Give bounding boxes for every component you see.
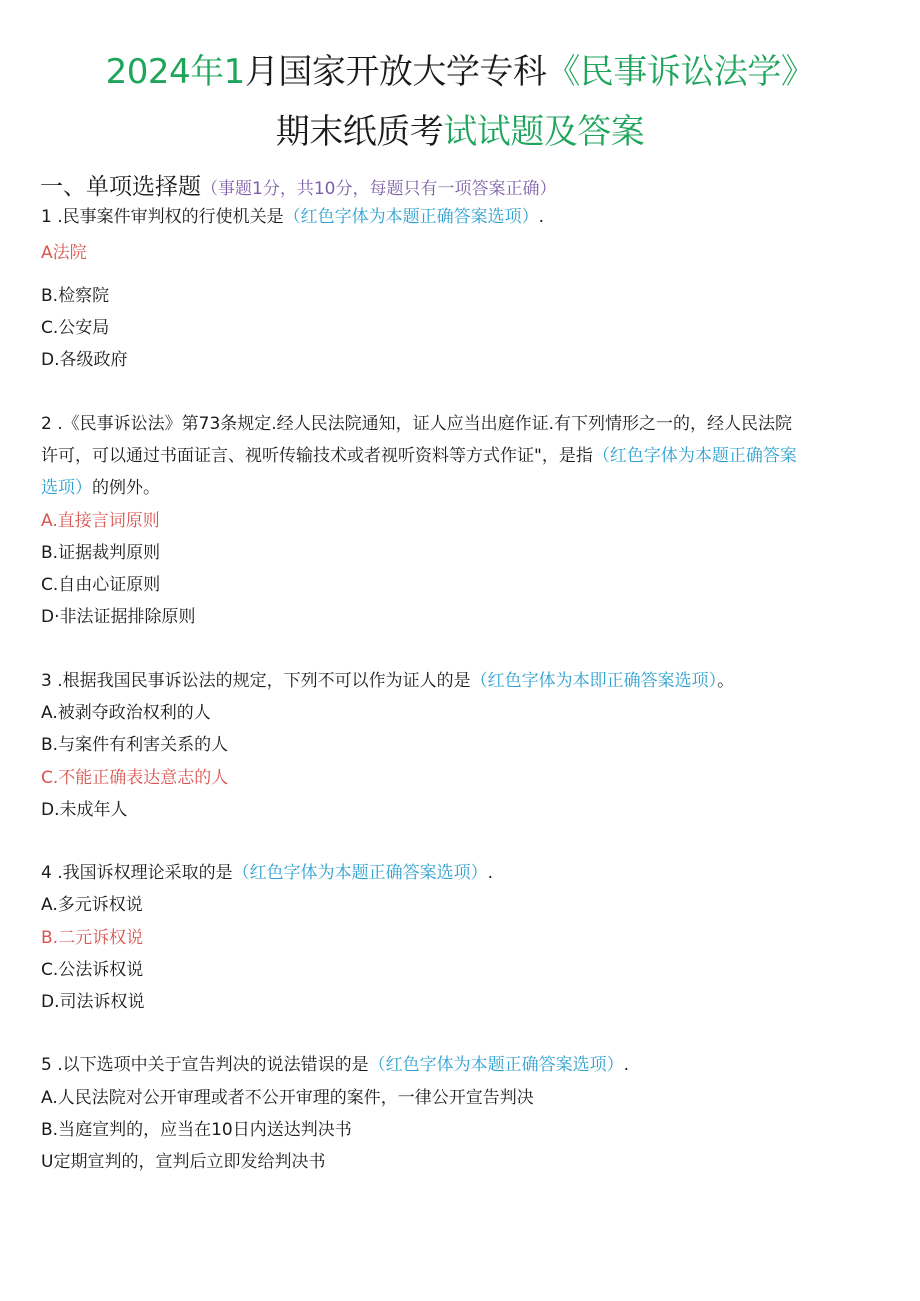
answer-hint: 选项） — [41, 478, 92, 498]
answer-hint: （红色字体为本题正确答案选项） — [232, 863, 488, 883]
question-1-option-d: D.各级政府 — [41, 350, 128, 370]
question-5-option-a: A.人民法院对公开审理或者不公开审理的案件，一律公开宣告判决 — [41, 1088, 534, 1108]
question-3-option-c: C.不能正确表达意志的人 — [41, 768, 229, 788]
title-course: 《民事诉讼法学》 — [546, 52, 815, 92]
section-heading — [40, 168, 556, 201]
question-3-stem: 3 .根据我国民事诉讼法的规定，下列不可以作为证人的是（红色字体为本即正确答案选项）。 — [41, 671, 735, 691]
question-2-option-c: C.自由心证原则 — [41, 575, 161, 595]
question-5-stem: 5 .以下选项中关于宣告判决的说法错误的是（红色字体为本题正确答案选项）. — [41, 1055, 630, 1075]
section-title: 一、单项选择题 — [40, 174, 201, 200]
question-2-option-a: A.直接言词原则 — [41, 511, 160, 531]
title-year: 2024年1 — [105, 52, 245, 92]
title-exam-type: 期末纸质考 — [275, 112, 444, 152]
answer-hint: （红色字体为本题正确答案 — [592, 446, 797, 466]
question-1-option-c: C.公安局 — [41, 318, 110, 338]
answer-hint: （红色字体为本即正确答案选项） — [470, 671, 718, 691]
question-2-stem-line-3: 选项）的例外。 — [41, 478, 160, 498]
question-4-option-d: D.司法诉权说 — [41, 992, 145, 1012]
question-3-option-a: A.被剥夺政治权利的人 — [41, 703, 211, 723]
title-institution: 月国家开放大学专科 — [244, 52, 547, 92]
question-1-option-a: A法院 — [41, 243, 87, 263]
question-4-option-b: B.二元诉权说 — [41, 928, 144, 948]
section-note: （事题1分，共10分，每题只有一项答案正确） — [201, 179, 557, 199]
document-title-line-2 — [0, 112, 920, 152]
question-1-option-b: B.检察院 — [41, 286, 110, 306]
question-1-stem: 1 .民事案件审判权的行使机关是（红色字体为本题正确答案选项）. — [41, 207, 545, 227]
question-2-option-b: B.证据裁判原则 — [41, 543, 161, 563]
question-4-option-a: A.多元诉权说 — [41, 895, 143, 915]
question-5-option-c: U定期宣判的，宣判后立即发给判决书 — [41, 1152, 326, 1172]
answer-hint: （红色字体为本题正确答案选项） — [283, 207, 539, 227]
question-3-option-b: B.与案件有利害关系的人 — [41, 735, 229, 755]
question-2-option-d: D·非法证据排除原则 — [41, 607, 196, 627]
question-2-stem-line-2: 许可，可以通过书面证言、视听传输技术或者视听资料等方式作证"，是指（红色字体为本题正确答案 — [41, 446, 797, 466]
question-2-stem-line-1: 2 .《民事诉讼法》第73条规定.经人民法院通知，证人应当出庭作证.有下列情形之一的，经人民法院 — [41, 414, 793, 434]
document-title-line-1 — [0, 52, 920, 92]
question-4-option-c: C.公法诉权说 — [41, 960, 144, 980]
question-3-option-d: D.未成年人 — [41, 800, 128, 820]
title-suffix: 试试题及答案 — [443, 112, 645, 152]
question-5-option-b: B.当庭宣判的，应当在10日内送达判决书 — [41, 1120, 352, 1140]
question-4-stem: 4 .我国诉权理论采取的是（红色字体为本题正确答案选项）. — [41, 863, 494, 883]
answer-hint: （红色字体为本题正确答案选项） — [368, 1055, 624, 1075]
